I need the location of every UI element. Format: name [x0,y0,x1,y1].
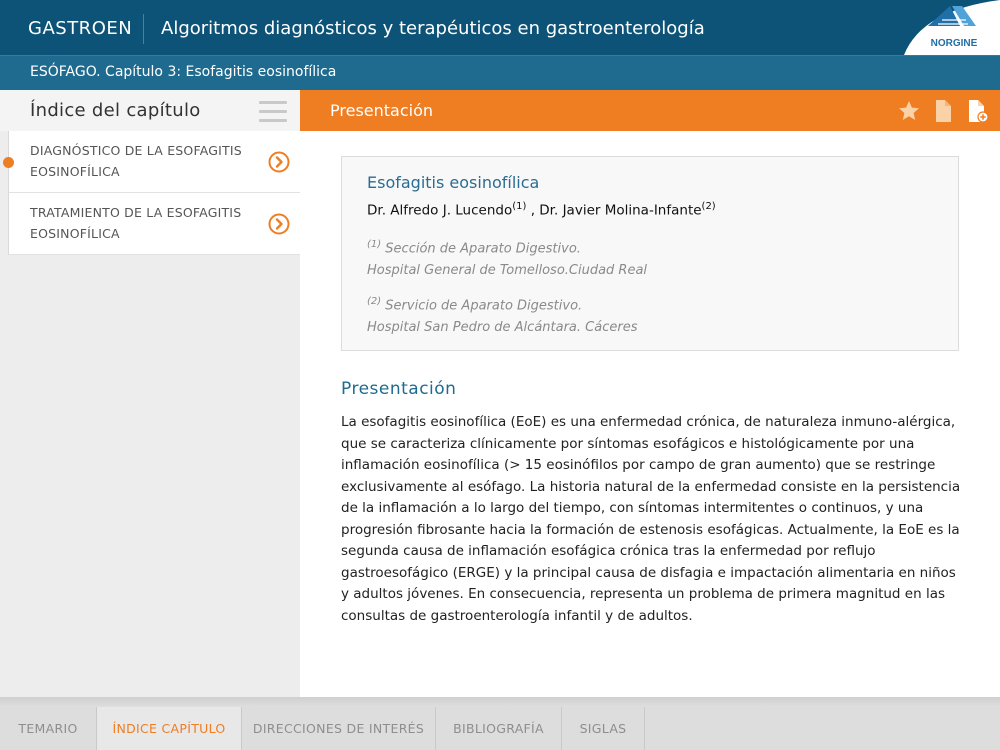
logo-text: NORGINE [930,38,978,49]
authors [367,201,716,219]
document-add-icon[interactable] [965,99,989,123]
norgine-logo [882,0,1000,55]
affiliation-line: Hospital San Pedro de Alcántara. Cáceres [367,320,638,336]
menu-icon[interactable] [259,101,287,123]
tab-temario[interactable]: TEMARIO [0,707,97,750]
tab-siglas[interactable]: SIGLAS [562,707,645,750]
document-icon[interactable] [931,99,955,123]
presentation-paragraph: La esofagitis eosinofílica (EoE) es una enfermedad crónica, de naturaleza inmuno-alérgica, que se caracteriza clínicamente por síntomas esofágicos e histológicamente por una inflamación eosinofílica (> 15 eosinófilos por campo de gran aumento) que se restringe exclusivamente al esófago. La historia natural de la enfermedad consiste en la persistencia de la inflamación a lo largo del tiempo, con síntomas intermitentes o continuos, y una progresión fibrosante hacia la formación de estenosis esofágicas. Actualmente, la EoE es la segunda causa de inflamación esofágica crónica tras la enfermedad por reflujo gastroesofágico (ERGE) y la principal causa de disfagia e impactación alimentaria en niños y adultos jóvenes. En consecuencia, representa un problema de primera magnitud en las consultas de gastroenterología infantil y de adultos. [341,414,961,624]
app-header [0,0,1000,55]
affiliation-ref: (2) [367,296,382,307]
tab-direcciones-de-interes[interactable]: DIRECCIONES DE INTERÉS [242,707,436,750]
index-item-tratamiento[interactable] [8,193,300,255]
index-item-label: DIAGNÓSTICO DE LA ESOFAGITIS EOSINOFÍLICA [30,143,242,179]
content-header-title: Presentación [330,101,434,120]
chapter-index-list [0,131,300,255]
app-title: Algoritmos diagnósticos y terapéuticos en gastroenterología [161,18,705,39]
active-indicator [3,157,14,168]
content-area [300,131,1000,697]
article-info-card [341,156,959,351]
affiliation-ref: (1) [367,239,382,250]
tab-indice-capitulo[interactable]: ÍNDICE CAPÍTULO [97,707,242,750]
sidebar-title: Índice del capítulo [30,100,201,121]
content-header [300,90,1000,131]
star-icon[interactable] [897,99,921,123]
author-separator: , [526,202,540,219]
sidebar-header [0,90,300,131]
chevron-right-circle-icon[interactable] [268,213,290,235]
chapter-title: ESÓFAGO. Capítulo 3: Esofagitis eosinofílica [30,64,337,80]
affiliation-line: Sección de Aparato Digestivo. [381,241,581,257]
author-name: Dr. Javier Molina-Infante [539,202,702,219]
chapter-index-sidebar [0,90,300,697]
index-item-diagnostico[interactable] [8,131,300,193]
tabbar-shadow [0,697,1000,707]
author-ref: (2) [701,201,716,212]
author-name: Dr. Alfredo J. Lucendo [367,202,513,219]
chevron-right-circle-icon[interactable] [268,151,290,173]
brand-name: GASTROEN [28,18,133,39]
tab-bibliografia[interactable]: BIBLIOGRAFÍA [436,707,562,750]
bottom-tab-bar [0,707,1000,750]
affiliation-2 [367,291,637,339]
header-divider [143,14,144,44]
section-title: Presentación [341,379,457,399]
author-ref: (1) [512,201,527,212]
affiliation-line: Servicio de Aparato Digestivo. [381,298,583,314]
chapter-bar [0,55,1000,90]
article-title: Esofagitis eosinofílica [367,173,540,192]
affiliation-line: Hospital General de Tomelloso.Ciudad Real [367,263,648,279]
index-item-label: TRATAMIENTO DE LA ESOFAGITIS EOSINOFÍLICA [30,205,242,241]
affiliation-1 [367,234,647,282]
